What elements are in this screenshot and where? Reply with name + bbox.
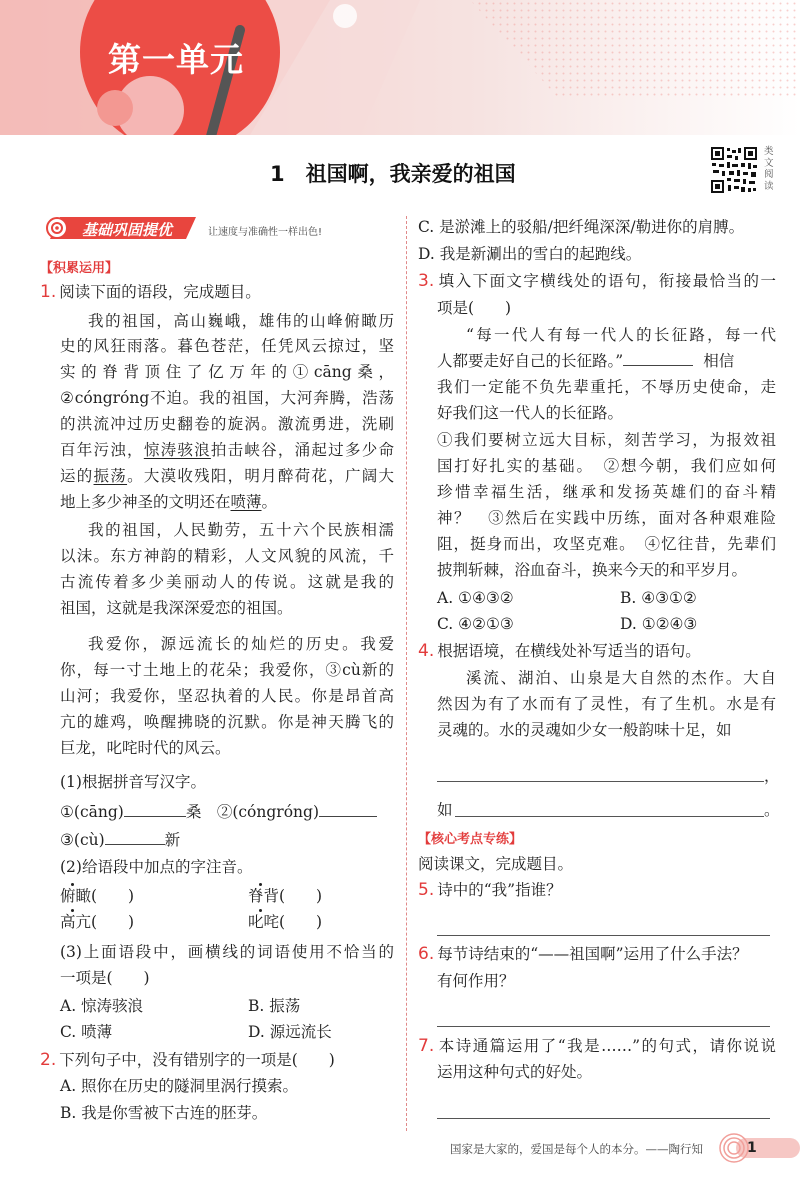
answer-line[interactable]: [455, 816, 764, 817]
question-3-line: 项是( ): [437, 299, 512, 317]
question-number: 3.: [418, 271, 435, 291]
word-pinyin-item[interactable]: 俯瞰( ): [60, 887, 135, 905]
passage-line: 地上多少神圣的文明还在喷薄。: [60, 493, 278, 511]
question-7: 7. 本诗通篇运用了“我是……”的句式，请你说说: [418, 1036, 776, 1056]
passage-line: 百年污浊，惊涛骇浪拍击峡谷，涌起过多少命: [60, 441, 394, 459]
option-c[interactable]: C. 是淤滩上的驳船/把纤绳深深/勒进你的肩膊。: [418, 218, 745, 236]
punctuation: ，: [764, 767, 780, 785]
answer-blank[interactable]: [105, 830, 165, 845]
answer-blank[interactable]: [124, 802, 186, 817]
subquestion-3: (3)上面语段中，画横线的词语使用不恰当的: [60, 943, 394, 961]
passage-line: 好我们这一代人的长征路。: [437, 404, 624, 422]
sentence-option-line: 国打好扎实的基础。 ②想今朝，我们应如何: [437, 457, 776, 475]
passage-line: 我爱你，源远流长的灿烂的历史。我爱: [88, 635, 394, 653]
question-number: 7.: [418, 1036, 435, 1056]
passage-line: 灵魂的。水的灵魂如少女一般韵味十足，如: [437, 721, 732, 739]
question-number: 1.: [40, 282, 57, 302]
section-heading: 【积累运用】: [40, 261, 119, 276]
underlined-phrase: 振荡: [93, 467, 128, 485]
answer-line[interactable]: [437, 781, 764, 782]
option-b[interactable]: B. ④③①②: [620, 589, 697, 607]
option-c[interactable]: C. 喷薄: [60, 1023, 113, 1041]
question-number: 6.: [418, 944, 435, 964]
passage-line: 亢的雄鸡，唤醒拂晓的沉默。你是神天腾飞的: [60, 713, 394, 731]
unit-title: 第一单元: [108, 40, 244, 79]
question-3: 3. 填入下面文字横线处的语句，衔接最恰当的一: [418, 271, 776, 291]
answer-blank[interactable]: [623, 351, 693, 366]
question-number: 5.: [418, 880, 435, 900]
passage-line: ②cóngróng不迫。我的祖国，大河奔腾，浩荡: [60, 389, 394, 407]
question-number: 2.: [40, 1050, 57, 1070]
lesson-title: 1 祖国啊，我亲爱的祖国: [270, 162, 516, 186]
pinyin-row-2: ③(cù) 新: [60, 831, 181, 849]
page-number: 1: [747, 1140, 757, 1156]
passage-line: 史的风狂雨落。暮色苍茫，任凭风云掠过，坚: [60, 337, 394, 355]
answer-blank[interactable]: [319, 802, 377, 817]
punctuation: 。: [764, 801, 780, 819]
passage-line: 古流传着多少美丽动人的传说。这就是我的: [60, 573, 394, 591]
passage-line: 的洪流冲过历史翻卷的旋涡。激流勇进，洗刷: [60, 415, 394, 433]
option-a[interactable]: A. ①④③②: [437, 589, 514, 607]
pinyin-row-1: ①(cāng) 桑 ②(cóngróng): [60, 802, 377, 822]
question-4: 4. 根据语境，在横线处补写适当的语句。: [418, 641, 701, 661]
sentence-option-line: 披荆斩棘，浴血奋斗，换来今天的和平岁月。: [437, 561, 748, 579]
passage-line: 祖国，这就是我深深爱恋的祖国。: [60, 599, 293, 617]
option-d[interactable]: D. 我是新涮出的雪白的起跑线。: [418, 245, 642, 263]
question-6-line: 有何作用？: [437, 972, 515, 990]
question-6: 6. 每节诗结束的“——祖国啊”运用了什么手法？: [418, 944, 748, 964]
option-a[interactable]: A. 惊涛骇浪: [60, 997, 144, 1015]
passage-line: 你，每一寸土地上的花朵；我爱你，③cù新的: [60, 661, 394, 679]
passage-line: 以沫。东方神韵的精彩，人文风貌的风流，千: [60, 547, 394, 565]
banner-title: 基础巩固提优: [82, 221, 173, 239]
sentence-option-line: 阻，挺身而出，攻坚克难。 ④忆往昔，先辈们: [437, 535, 776, 553]
option-b[interactable]: B. 振荡: [248, 997, 301, 1015]
option-b[interactable]: B. 我是你雪被下古连的胚芽。: [60, 1104, 268, 1122]
option-a[interactable]: A. 照你在历史的隧洞里涡行摸索。: [60, 1077, 299, 1095]
emphasis-dot: [259, 883, 262, 886]
banner-slogan: 让速度与准确性一样出色!: [208, 227, 323, 238]
passage-line: 然因为有了水而有了灵性，有了生机。水是有: [437, 695, 776, 713]
passage-line: 人都要走好自己的长征路。” 相信: [437, 352, 735, 370]
passage-line: 我的祖国，人民勤劳，五十六个民族相濡: [88, 521, 394, 539]
answer-line[interactable]: [437, 1118, 770, 1119]
subquestion-3-line: 一项是( ): [60, 969, 150, 987]
question-7-line: 运用这种句式的好处。: [437, 1063, 593, 1081]
page-header: [0, 0, 800, 135]
page-number-decoration: [716, 1130, 800, 1166]
sentence-option-line: 珍惜幸福生活，继承和发扬英雄们的奋斗精: [437, 483, 776, 501]
question-1: 1. 阅读下面的语段，完成题目。: [40, 282, 261, 302]
sentence-option-line: ①我们要树立远大目标，刻苦学习，为报效祖: [437, 431, 776, 449]
passage-line: “每一代人有每一代人的长征路，每一代: [466, 326, 776, 344]
footer-quote: 国家是大家的，爱国是每个人的本分。——陶行知: [450, 1142, 703, 1156]
section-heading: 【核心考点专练】: [418, 832, 523, 847]
underlined-phrase: 喷薄: [230, 493, 262, 511]
word-pinyin-item[interactable]: 高亢( ): [60, 913, 135, 931]
option-d[interactable]: D. ①②④③: [620, 615, 698, 633]
qr-code-icon[interactable]: [710, 146, 758, 194]
emphasis-dot: [71, 883, 74, 886]
column-divider: [406, 216, 407, 1131]
passage-line: 我的祖国，高山巍峨，雄伟的山峰俯瞰历: [88, 312, 394, 330]
instruction-text: 阅读课文，完成题目。: [418, 855, 574, 873]
passage-line: 我们一定能不负先辈重托，不辱历史使命，走: [437, 378, 776, 396]
subquestion-2: (2)给语段中加点的字注音。: [60, 858, 253, 876]
word-pinyin-item[interactable]: 脊背( ): [248, 887, 323, 905]
question-2: 2. 下列句子中，没有错别字的一项是( ): [40, 1050, 335, 1070]
passage-line: 溪流、湖泊、山泉是大自然的杰作。大自: [466, 669, 776, 687]
question-5: 5. 诗中的“我”指谁？: [418, 880, 562, 900]
question-number: 4.: [418, 641, 435, 661]
passage-line: 运的振荡。大漠收残阳，明月醉荷花，广阔大: [60, 467, 394, 485]
answer-line[interactable]: [437, 935, 770, 936]
passage-line: 山河；我爱你，坚忍执着的人民。你是昂首高: [60, 687, 394, 705]
passage-line: 巨龙，叱咤时代的风云。: [60, 739, 231, 757]
underlined-phrase: 惊涛骇浪: [143, 441, 211, 459]
option-d[interactable]: D. 源远流长: [248, 1023, 332, 1041]
emphasis-dot: [259, 909, 262, 912]
answer-line[interactable]: [437, 1026, 770, 1027]
passage-line: 实的脊背顶住了亿万年的①cāng桑，: [60, 363, 394, 381]
option-c[interactable]: C. ④②①③: [437, 615, 514, 633]
qr-label: 类文阅读: [764, 146, 774, 192]
subquestion-1: (1)根据拼音写汉字。: [60, 773, 206, 791]
emphasis-dot: [71, 909, 74, 912]
sentence-option-line: 神？ ③然后在实践中历练，面对各种艰难险: [437, 509, 776, 527]
passage-word: 如: [437, 801, 453, 819]
word-pinyin-item[interactable]: 叱咤( ): [248, 913, 323, 931]
